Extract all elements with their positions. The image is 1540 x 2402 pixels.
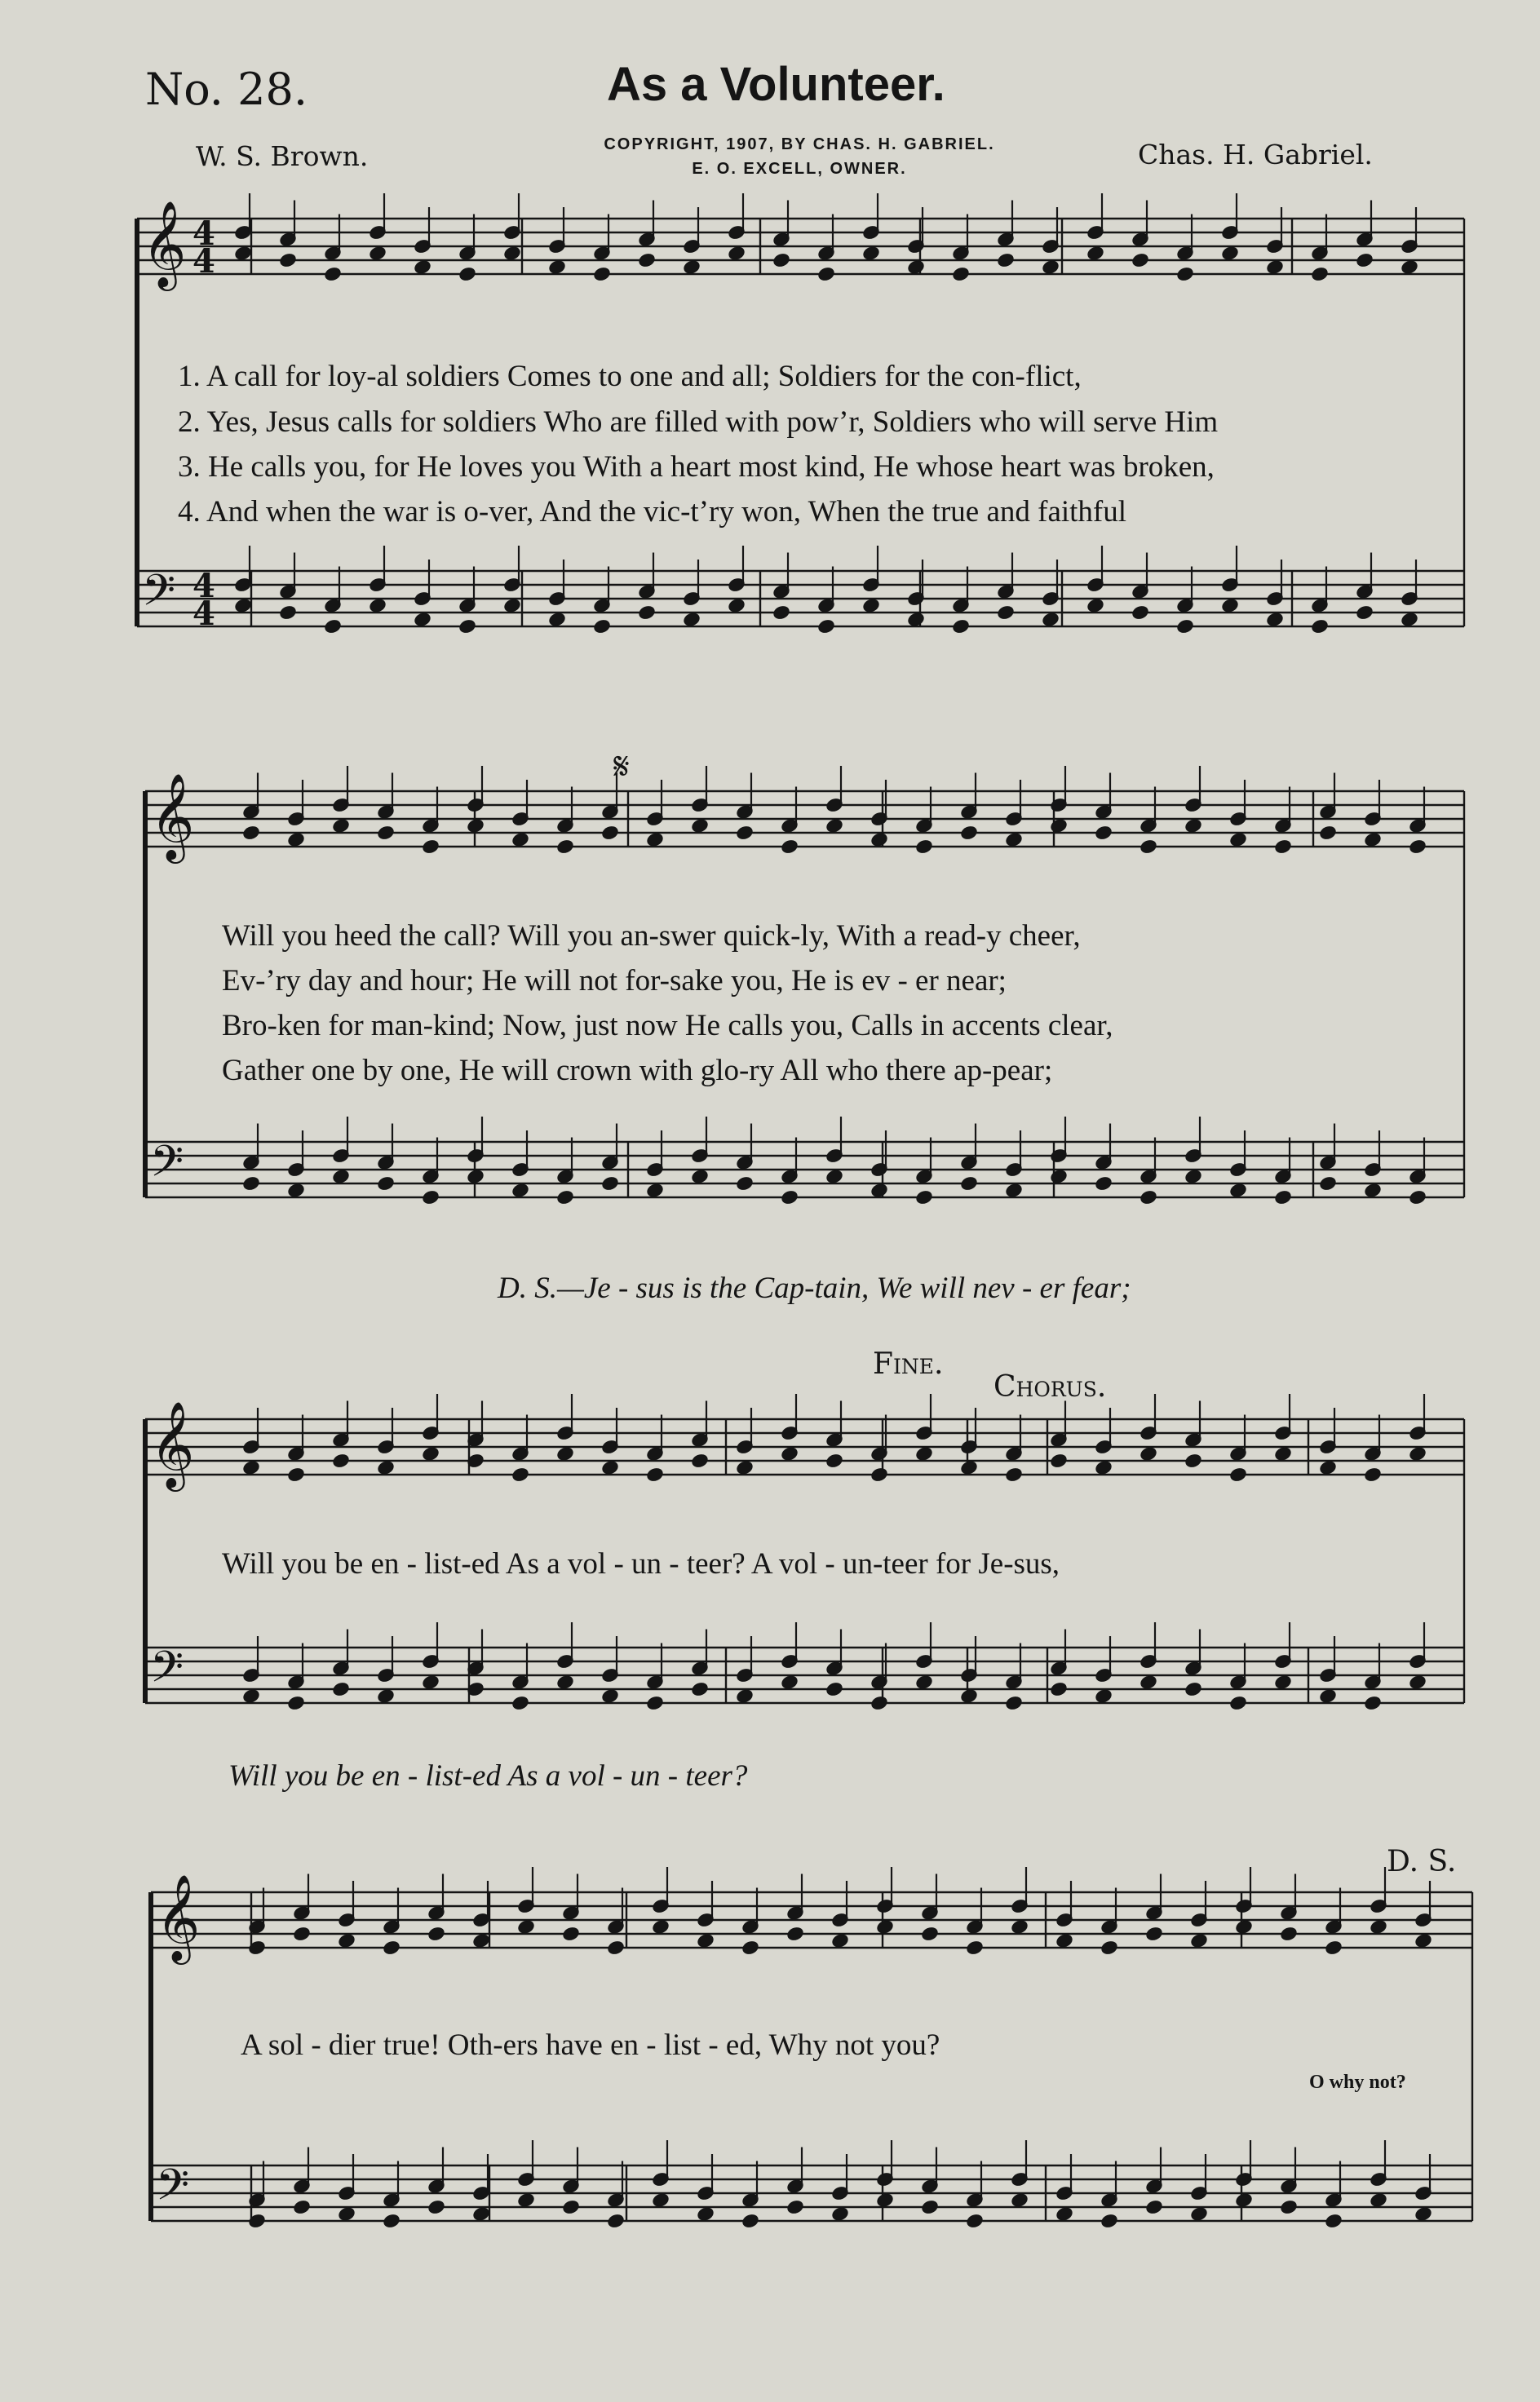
note-head (1370, 1918, 1388, 1935)
note-head (646, 831, 665, 847)
note-head (601, 1459, 620, 1475)
note-head (1319, 825, 1338, 841)
note-head (279, 604, 298, 621)
note-head (414, 611, 432, 627)
note-head (1095, 825, 1113, 841)
note-head (234, 597, 253, 613)
chorus-lyric-line-1: Will you be en - list-ed As a vol - un - teer? A vol - un-teer for Je-sus, (222, 1547, 1060, 1581)
note-head (786, 1926, 805, 1942)
note-head (1229, 1466, 1248, 1483)
note-head (1131, 604, 1150, 621)
note-head (503, 597, 522, 613)
note-head (1414, 1932, 1433, 1949)
note-head (960, 1459, 979, 1475)
treble-clef-icon: 𝄞 (156, 1873, 201, 1961)
note-head (511, 831, 530, 847)
note-head (1364, 831, 1383, 847)
note-head (1176, 266, 1195, 282)
note-head (556, 1445, 575, 1462)
note-head (414, 259, 432, 275)
note-head (1176, 618, 1195, 635)
note-head (786, 2199, 805, 2215)
note-head (915, 838, 934, 855)
note-head (1311, 618, 1330, 635)
note-head (728, 597, 746, 613)
note-head (332, 817, 351, 834)
note-head (279, 252, 298, 268)
note-head (966, 2213, 985, 2229)
note-head (556, 1189, 575, 1205)
note-head (1311, 266, 1330, 282)
composer: Chas. H. Gabriel. (1138, 139, 1373, 170)
note-head (607, 1940, 626, 1956)
note-head (293, 2199, 312, 2215)
note-head (511, 1466, 530, 1483)
note-head (422, 1445, 440, 1462)
note-head (1280, 2199, 1299, 2215)
note-head (736, 825, 755, 841)
note-head (1409, 838, 1427, 855)
ds-lyric-line: D. S.—Je - sus is the Cap-tain, We will nev - er fear; (498, 1272, 1131, 1305)
note-head (467, 817, 485, 834)
verse-2-line-a: 2. Yes, Jesus calls for soldiers Who are filled with pow’r, Soldiers who will serve Him (178, 405, 1219, 439)
note-head (966, 1940, 985, 1956)
note-head (1280, 1926, 1299, 1942)
note-head (781, 1445, 799, 1462)
note-head (915, 1674, 934, 1690)
note-head (332, 1168, 351, 1184)
note-head (1319, 1175, 1338, 1192)
note-head (607, 2213, 626, 2229)
note-head (1190, 1932, 1209, 1949)
note-head (332, 1453, 351, 1469)
note-head (1274, 1189, 1293, 1205)
treble-clef-icon: 𝄞 (150, 1400, 195, 1488)
note-head (1050, 1168, 1069, 1184)
note-head (324, 266, 343, 282)
note-head (1095, 1459, 1113, 1475)
note-head (1325, 2213, 1343, 2229)
note-head (593, 618, 612, 635)
note-head (907, 259, 926, 275)
note-head (503, 245, 522, 261)
note-head (1140, 1189, 1158, 1205)
note-head (997, 604, 1016, 621)
note-head (1140, 1445, 1158, 1462)
note-head (601, 1688, 620, 1704)
note-head (601, 1175, 620, 1192)
note-head (517, 2192, 536, 2208)
note-head (562, 2199, 581, 2215)
note-head (1055, 1932, 1074, 1949)
note-head (825, 1453, 844, 1469)
note-head (1229, 1695, 1248, 1711)
note-head (831, 2205, 850, 2222)
note-head (1100, 1940, 1119, 1956)
note-head (422, 1189, 440, 1205)
note-head (1131, 252, 1150, 268)
note-head (517, 1918, 536, 1935)
note-head (1005, 1182, 1024, 1198)
verse-3-line-b: Bro-ken for man-kind; Now, just now He calls you, Calls in accents clear, (222, 1009, 1113, 1042)
note-head (242, 825, 261, 841)
note-head (1409, 1445, 1427, 1462)
note-head (234, 245, 253, 261)
note-head (422, 1674, 440, 1690)
note-head (427, 2199, 446, 2215)
note-head (781, 1674, 799, 1690)
copyright-line-2: E. O. EXCELL, OWNER. (692, 160, 907, 178)
note-head (338, 2205, 356, 2222)
note-head (1319, 1459, 1338, 1475)
note-head (332, 1681, 351, 1697)
note-head (1274, 1445, 1293, 1462)
note-head (377, 1688, 396, 1704)
note-head (1055, 2205, 1074, 2222)
note-head (1145, 1926, 1164, 1942)
note-head (1086, 245, 1105, 261)
note-head (369, 597, 387, 613)
note-head (369, 245, 387, 261)
hymn-number: No. 28. (145, 64, 308, 115)
note-head (242, 1688, 261, 1704)
bass-clef-icon: 𝄢 (150, 1137, 184, 1197)
note-head (1235, 2192, 1254, 2208)
note-head (1190, 2205, 1209, 2222)
note-head (960, 1175, 979, 1192)
note-head (870, 1466, 889, 1483)
note-head (1095, 1175, 1113, 1192)
chorus-echo-why-not: O why not? (1309, 2072, 1406, 2093)
note-head (1005, 1466, 1024, 1483)
note-head (825, 1168, 844, 1184)
note-head (472, 2205, 491, 2222)
note-head (293, 1926, 312, 1942)
note-head (1356, 604, 1374, 621)
note-head (638, 252, 657, 268)
note-head (691, 817, 710, 834)
note-head (324, 618, 343, 635)
note-head (458, 266, 477, 282)
note-head (467, 1168, 485, 1184)
note-head (1364, 1695, 1383, 1711)
note-head (548, 611, 567, 627)
note-head (338, 1932, 356, 1949)
note-head (1011, 2192, 1029, 2208)
note-head (377, 1175, 396, 1192)
note-head (427, 1926, 446, 1942)
note-head (511, 1182, 530, 1198)
note-head (1221, 245, 1240, 261)
note-head (1005, 831, 1024, 847)
verse-4-line-a: 4. And when the war is o-ver, And the vic-t’ry won, When the true and faithful (178, 495, 1127, 529)
note-head (1414, 2205, 1433, 2222)
note-head (1100, 2213, 1119, 2229)
note-head (741, 2213, 760, 2229)
note-head (422, 838, 440, 855)
chorus-marker: Chorus. (993, 1370, 1107, 1404)
fine-marker: Fine. (873, 1347, 944, 1381)
note-head (601, 825, 620, 841)
note-head (548, 259, 567, 275)
verse-1-line-a: 1. A call for loy-al soldiers Comes to one and all; Soldiers for the con-flict, (178, 360, 1082, 393)
note-head (1229, 1182, 1248, 1198)
note-head (1356, 252, 1374, 268)
note-head (646, 1695, 665, 1711)
note-head (870, 1182, 889, 1198)
note-head (1042, 259, 1060, 275)
note-head (772, 604, 791, 621)
note-head (1140, 1674, 1158, 1690)
note-head (862, 245, 881, 261)
note-head (831, 1932, 850, 1949)
note-head (1266, 611, 1285, 627)
note-head (1319, 1688, 1338, 1704)
note-head (287, 1466, 306, 1483)
note-head (242, 1175, 261, 1192)
note-head (862, 597, 881, 613)
treble-clef-icon: 𝄞 (150, 772, 195, 860)
chorus-lyric-line-2: A sol - dier true! Oth-ers have en - list - ed, Why not you? (241, 2028, 940, 2062)
note-head (1274, 1674, 1293, 1690)
note-head (1370, 2192, 1388, 2208)
note-head (683, 611, 701, 627)
note-head (652, 2192, 670, 2208)
note-head (287, 1695, 306, 1711)
note-head (960, 825, 979, 841)
note-head (960, 1688, 979, 1704)
note-head (556, 1674, 575, 1690)
note-head (593, 266, 612, 282)
note-head (736, 1688, 755, 1704)
note-head (741, 1940, 760, 1956)
note-head (562, 1926, 581, 1942)
note-head (921, 2199, 940, 2215)
hymn-title: As a Volunteer. (607, 58, 945, 111)
note-head (458, 618, 477, 635)
note-head (646, 1182, 665, 1198)
bass-clef-icon: 𝄢 (142, 566, 176, 626)
time-signature-bass: 4 (192, 595, 215, 633)
note-head (728, 245, 746, 261)
bass-clef-icon: 𝄢 (156, 2161, 190, 2221)
note-head (1229, 831, 1248, 847)
note-head (781, 838, 799, 855)
note-head (1086, 597, 1105, 613)
note-head (1005, 1695, 1024, 1711)
note-head (472, 1932, 491, 1949)
note-head (691, 1681, 710, 1697)
note-head (915, 1445, 934, 1462)
note-head (1140, 838, 1158, 855)
note-head (646, 1466, 665, 1483)
note-head (772, 252, 791, 268)
note-head (638, 604, 657, 621)
note-head (691, 1453, 710, 1469)
lyricist: W. S. Brown. (196, 140, 369, 172)
note-head (652, 1918, 670, 1935)
segno-icon: 𝄋 (613, 744, 630, 788)
note-head (1145, 2199, 1164, 2215)
note-head (556, 838, 575, 855)
note-head (1266, 259, 1285, 275)
note-head (1184, 817, 1203, 834)
note-head (287, 1182, 306, 1198)
note-head (1401, 611, 1419, 627)
note-head (825, 817, 844, 834)
note-head (287, 831, 306, 847)
note-head (242, 1459, 261, 1475)
note-head (876, 2192, 895, 2208)
note-head (1364, 1466, 1383, 1483)
note-head (1095, 1688, 1113, 1704)
note-head (1050, 817, 1069, 834)
time-signature-treble: 4 (192, 215, 215, 253)
verse-1-line-b: Will you heed the call? Will you an-swer quick-ly, With a read-y cheer, (222, 919, 1081, 953)
note-head (383, 1940, 401, 1956)
note-head (952, 618, 971, 635)
note-head (1050, 1453, 1069, 1469)
note-head (1325, 1940, 1343, 1956)
bass-clef-icon: 𝄢 (150, 1643, 184, 1703)
note-head (907, 611, 926, 627)
note-head (781, 1189, 799, 1205)
note-head (383, 2213, 401, 2229)
note-head (1274, 838, 1293, 855)
time-signature-bass: 4 (192, 567, 215, 605)
verse-4-line-b: Gather one by one, He will crown with glo-ry All who there ap-pear; (222, 1054, 1053, 1087)
note-head (915, 1189, 934, 1205)
ds-marker: D. S. (1387, 1845, 1457, 1878)
note-head (1042, 611, 1060, 627)
note-head (691, 1168, 710, 1184)
note-head (1409, 1674, 1427, 1690)
note-head (377, 1459, 396, 1475)
note-head (697, 1932, 715, 1949)
note-head (1184, 1681, 1203, 1697)
note-head (997, 252, 1016, 268)
note-head (870, 1695, 889, 1711)
note-head (736, 1459, 755, 1475)
treble-clef-icon: 𝄞 (142, 200, 187, 287)
note-head (1364, 1182, 1383, 1198)
note-head (817, 266, 836, 282)
time-signature-treble: 4 (192, 242, 215, 281)
note-head (1221, 597, 1240, 613)
note-head (825, 1681, 844, 1697)
note-head (1401, 259, 1419, 275)
note-head (921, 1926, 940, 1942)
note-head (377, 825, 396, 841)
note-head (952, 266, 971, 282)
verse-2-line-b: Ev-’ry day and hour; He will not for-sake you, He is ev - er near; (222, 964, 1007, 998)
note-head (1184, 1168, 1203, 1184)
note-head (511, 1695, 530, 1711)
note-head (736, 1175, 755, 1192)
note-head (1050, 1681, 1069, 1697)
note-head (1011, 1918, 1029, 1935)
note-head (697, 2205, 715, 2222)
note-head (683, 259, 701, 275)
note-head (817, 618, 836, 635)
verse-3-line-a: 3. He calls you, for He loves you With a heart most kind, He whose heart was broken, (178, 450, 1215, 484)
chorus-echo-line: Will you be en - list-ed As a vol - un - teer? (228, 1759, 748, 1793)
note-head (1235, 1918, 1254, 1935)
note-head (870, 831, 889, 847)
note-head (1184, 1453, 1203, 1469)
note-head (876, 1918, 895, 1935)
note-head (1409, 1189, 1427, 1205)
copyright-line-1: COPYRIGHT, 1907, BY CHAS. H. GABRIEL. (604, 135, 995, 153)
